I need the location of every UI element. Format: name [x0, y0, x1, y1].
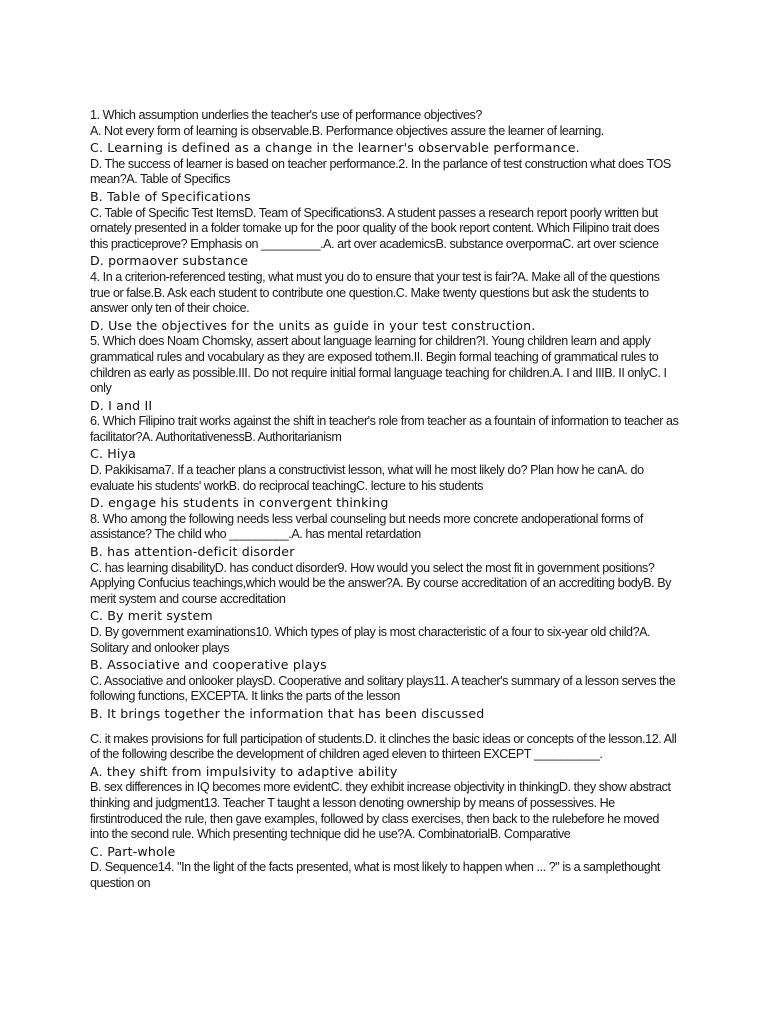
- question-text: A. Not every form of learning is observable.B. Performance objectives assure the learner of learning.: [90, 123, 604, 138]
- question-text: 1. Which assumption underlies the teacher's use of performance objectives?: [90, 108, 482, 122]
- question-text: D. Sequence14. "In the light of the facts presented, what is most likely to happen when ... ?" is a samplethought question on: [90, 860, 660, 890]
- question-text: C. Associative and onlooker playsD. Cooperative and solitary plays11. A teacher's summary of a lesson serves the following functions, EXCEPTA. It links the parts of the lesson: [90, 673, 676, 704]
- question-text: 4. In a criterion-referenced testing, what must you do to ensure that your test is fair?A. Make all of the questions true or false.B. Ask each student to contribute one question.C. Make twenty questions but ask the students to answer only ten of their choice.: [90, 269, 660, 316]
- question-text: D. Pakikisama7. If a teacher plans a constructivist lesson, what will he most likely do? Plan how he canA. do evaluate his students' workB. do reciprocal teachingC. lecture to his students: [90, 463, 644, 493]
- question-text: D. The success of learner is based on teacher performance.2. In the parlance of test construction what does TOS mean?A. Table of Specifics: [90, 156, 671, 187]
- question-text: 8. Who among the following needs less verbal counseling but needs more concrete andoperational forms of assistance? The child who _________.A. has mental retardation: [90, 511, 643, 542]
- answer-line: B. It brings together the information that has been discussed: [90, 705, 485, 721]
- question-text: C. has learning disabilityD. has conduct disorder9. How would you select the most fit in government positions? Applying Confucius teachings,which would be the answer?A. By course accreditation of an accrediting bodyB. By merit system and course accreditation: [90, 560, 671, 606]
- question-text: C. Table of Specific Test ItemsD. Team of Specifications3. A student passes a research report poorly written but ornately presented in a folder tomake up for the poor quality of the book report content. Which Filipino trait does this practiceprove? Emphasis on _________.A. art over academicsB. substance overpormaC. art over science: [90, 205, 660, 251]
- question-text: 6. Which Filipino trait works against the shift in teacher's role from teacher as a fountain of information to teacher as facilitator?A. AuthoritativenessB. Authoritarianism: [90, 414, 679, 444]
- answer-line: B. has attention-deficit disorder: [90, 544, 295, 560]
- paragraph-gap: [90, 723, 680, 732]
- answer-line: C. Part-whole: [90, 843, 176, 859]
- answer-line: D. Use the objectives for the units as guide in your test construction.: [90, 317, 536, 333]
- answer-line: C. By merit system: [90, 608, 213, 624]
- answer-line: B. Table of Specifications: [90, 188, 251, 204]
- answer-line: B. Associative and cooperative plays: [90, 657, 327, 673]
- answer-line: C. Learning is defined as a change in the learner's observable performance.: [90, 140, 580, 156]
- answer-line: D. engage his students in convergent thinking: [90, 495, 389, 511]
- document-page: [90, 108, 680, 892]
- question-text: C. it makes provisions for full participation of students.D. it clinches the basic ideas or concepts of the lesson.12. All of the following describe the development of children aged eleven to thirteen EXCEPT __________.: [90, 731, 677, 762]
- answer-line: D. I and II: [90, 397, 153, 413]
- question-text: 5. Which does Noam Chomsky, assert about language learning for children?I. Young children learn and apply grammatical rules and vocabulary as they are exposed tothem.II. Begin formal teaching of grammatical rules to children as early as possible.III. Do not require initial formal language teaching for children.A. I and IIIB. II onlyC. I only: [90, 334, 667, 396]
- answer-line: A. they shift from impulsivity to adaptive ability: [90, 763, 398, 779]
- question-text: D. By government examinations10. Which types of play is most characteristic of a four to six-year old child?A. Solitary and onlooker plays: [90, 625, 651, 655]
- question-text: B. sex differences in IQ becomes more evidentC. they exhibit increase objectivity in thinkingD. they show abstract thinking and judgment13. Teacher T taught a lesson denoting ownership by means of possessives. He firstintroduced the rule, then gave examples, followed by class exercises, then back to the rulebefore he moved into the second rule. Which presenting technique did he use?A. CombinatorialB. Comparative: [90, 780, 671, 842]
- answer-line: C. Hiya: [90, 446, 136, 462]
- answer-line: D. pormaover substance: [90, 253, 249, 269]
